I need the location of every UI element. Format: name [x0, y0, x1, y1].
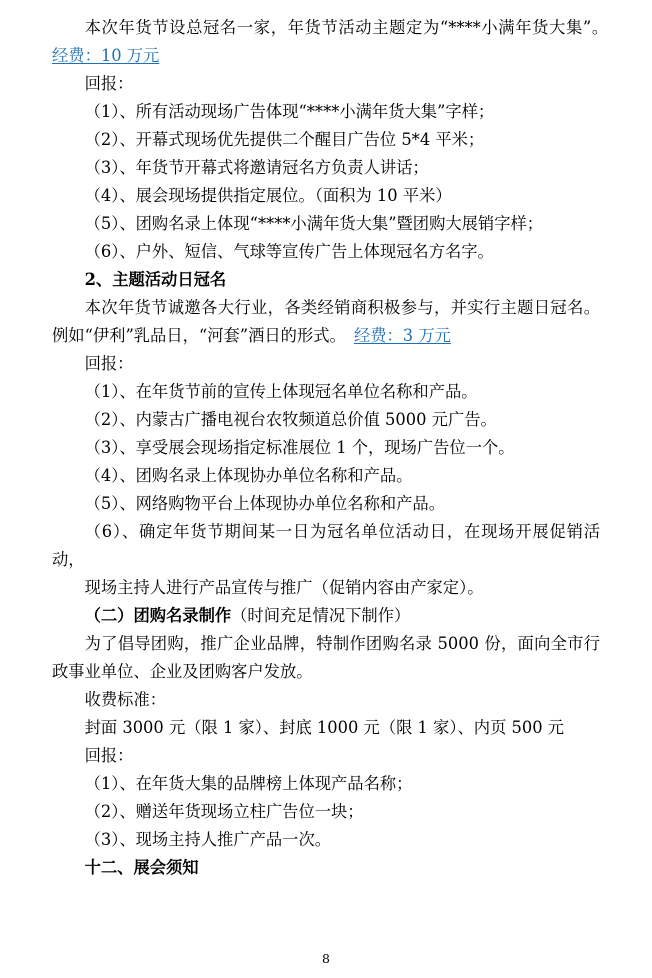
- paragraph: [52, 630, 600, 686]
- section-heading-text: 2、主题活动日冠名: [84, 270, 227, 290]
- paragraph: [52, 826, 600, 854]
- paragraph: [52, 154, 600, 182]
- paragraph-text: 回报：: [84, 746, 134, 766]
- paragraph-text: （5）、团购名录上体现“****小满年货大集”暨团购大展销字样；: [84, 214, 544, 234]
- paragraph: [52, 854, 600, 882]
- paragraph-text: （6）、确定年货节期间某一日为冠名单位活动日，在现场开展促销活动，: [52, 522, 600, 570]
- paragraph-text: 收费标准：: [84, 690, 167, 710]
- paragraph: [52, 518, 600, 574]
- paragraph: [52, 770, 600, 798]
- paragraph-text: 回报：: [84, 354, 134, 374]
- paragraph-text: （2）、开幕式现场优先提供二个醒目广告位 5*4 平米；: [84, 130, 485, 150]
- paragraph-text: 为了倡导团购，推广企业品牌，特制作团购名录 5000 份，面向全市行政事业单位、企业及团购客户发放。: [52, 634, 600, 682]
- paragraph-text: （3）、享受展会现场指定标准展位 1 个，现场广告位一个。: [84, 438, 515, 458]
- fee-amount: 经费：10 万元: [52, 46, 160, 66]
- paragraph: [52, 686, 600, 714]
- paragraph: [52, 714, 600, 742]
- paragraph: [52, 406, 600, 434]
- paragraph: [52, 574, 600, 602]
- paragraph: [52, 490, 600, 518]
- paragraph-text: （3）、年货节开幕式将邀请冠名方负责人讲话；: [84, 158, 429, 178]
- paragraph-text: （1）、在年货节前的宣传上体现冠名单位名称和产品。: [84, 382, 478, 402]
- paragraph-text: （2）、内蒙古广播电视台农牧频道总价值 5000 元广告。: [84, 410, 497, 430]
- paragraph: [52, 182, 600, 210]
- paragraph-text: 本次年货节诚邀各大行业，各类经销商积极参与，并实行主题日冠名。例如“伊利”乳品日，“河套”酒日的形式。: [52, 298, 600, 346]
- paragraph-text: （时间充足情况下制作）: [231, 606, 411, 626]
- paragraph: [52, 798, 600, 826]
- paragraph: [52, 126, 600, 154]
- section-heading-text: 十二、展会须知: [84, 858, 199, 878]
- paragraph-text: （6）、户外、短信、气球等宣传广告上体现冠名方名字。: [84, 242, 494, 262]
- paragraph: [52, 742, 600, 770]
- paragraph: [52, 294, 600, 350]
- document-body: [52, 14, 617, 882]
- paragraph: [52, 70, 600, 98]
- paragraph-text: （5）、网络购物平台上体现协办单位名称和产品。: [84, 494, 445, 514]
- fee-amount: 经费：3 万元: [353, 326, 451, 346]
- paragraph: [52, 238, 600, 266]
- paragraph-text: （1）、所有活动现场广告体现“****小满年货大集”字样；: [84, 102, 495, 122]
- paragraph: [52, 462, 600, 490]
- paragraph: [52, 434, 600, 462]
- paragraph-text: 现场主持人进行产品宣传与推广（促销内容由产家定）。: [84, 578, 484, 598]
- paragraph: [52, 14, 617, 70]
- paragraph-text: 回报：: [84, 74, 134, 94]
- paragraph: [52, 98, 600, 126]
- paragraph-text: （2）、赠送年货现场立柱广告位一块；: [84, 802, 364, 822]
- section-heading-text: （二）团购名录制作: [84, 606, 232, 626]
- paragraph-text: 本次年货节设总冠名一家，年货节活动主题定为“****小满年货大集”。: [84, 18, 617, 37]
- paragraph: [52, 350, 600, 378]
- paragraph: [52, 266, 600, 294]
- paragraph: [52, 602, 600, 630]
- page-number: 8: [322, 951, 330, 966]
- paragraph-text: 封面 3000 元（限 1 家）、封底 1000 元（限 1 家）、内页 500 元: [84, 718, 565, 738]
- paragraph: [52, 378, 600, 406]
- paragraph-text: （3）、现场主持人推广产品一次。: [84, 830, 332, 850]
- paragraph-text: （4）、展会现场提供指定展位。（面积为 10 平米）: [84, 186, 452, 206]
- paragraph-text: （1）、在年货大集的品牌榜上体现产品名称；: [84, 774, 413, 794]
- paragraph: [52, 210, 600, 238]
- paragraph-text: （4）、团购名录上体现协办单位名称和产品。: [84, 466, 413, 486]
